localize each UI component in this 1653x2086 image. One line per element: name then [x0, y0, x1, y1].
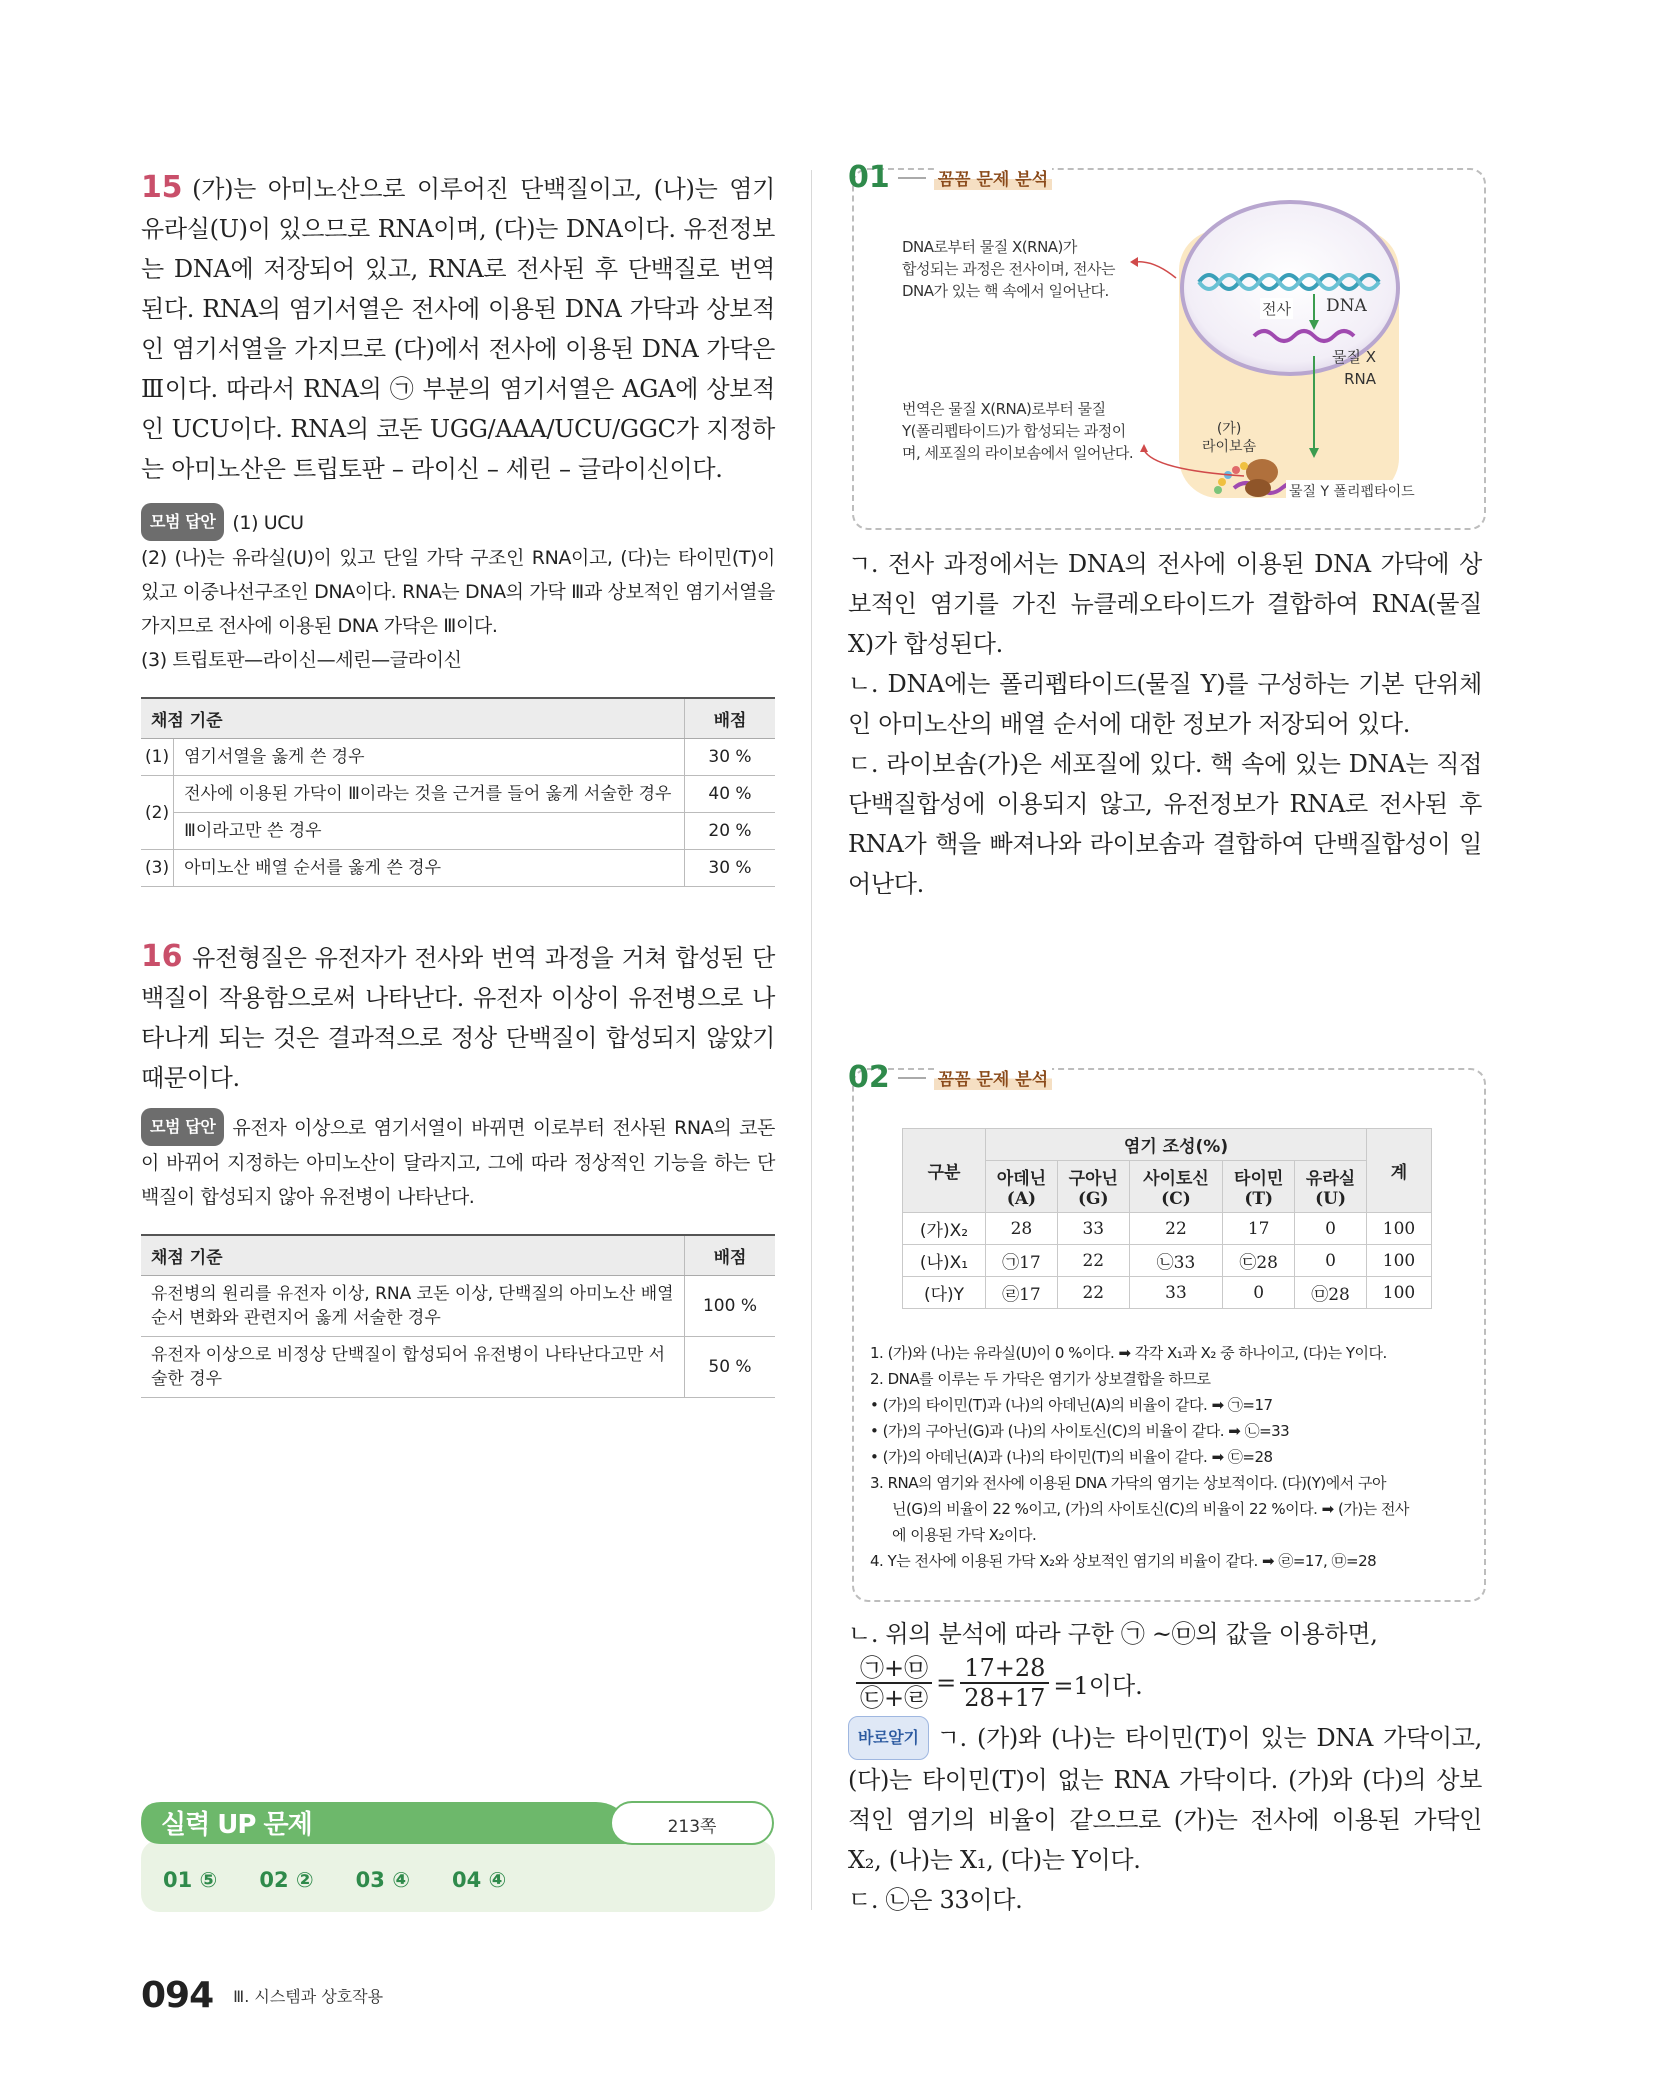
header-thymine — [1223, 1161, 1295, 1213]
a01-number: 01 — [848, 160, 890, 195]
label-line: 라이보솜 — [1202, 439, 1257, 455]
note-line: 번역은 물질 X(RNA)로부터 물질 — [902, 400, 1106, 418]
header-guanine — [1057, 1161, 1129, 1213]
note-line: 며, 세포질의 라이보솜에서 일어난다. — [902, 444, 1134, 462]
cell: ㉠17 — [986, 1245, 1058, 1277]
row-criteria: 염기서열을 옳게 쓴 경우 — [174, 739, 685, 776]
cell: 0 — [1223, 1277, 1295, 1309]
header-uracil — [1295, 1161, 1367, 1213]
note-line: Y(폴리펩타이드)가 합성되는 과정이 — [902, 422, 1126, 440]
cell: 33 — [1057, 1213, 1129, 1245]
row-label: (가)X₂ — [903, 1213, 986, 1245]
page-footer — [141, 1975, 383, 2016]
q16-scoring-table — [141, 1234, 775, 1398]
fraction-numerator: 17+28 — [960, 1654, 1049, 1684]
cell: 28 — [986, 1213, 1058, 1245]
cell: 17 — [1223, 1213, 1295, 1245]
a01-label-transcription: 전사 — [1262, 300, 1291, 318]
header-line: (T) — [1244, 1189, 1274, 1209]
note-line: DNA가 있는 핵 속에서 일어난다. — [902, 282, 1109, 300]
a01-explain-n: ㄴ. DNA에는 폴리펩타이드(물질 Y)를 구성하는 기본 단위체인 아미노산의 배열 순서에 대한 정보가 저장되어 있다. — [848, 670, 1482, 738]
row-points: 40 % — [685, 776, 776, 813]
a02-explain-d: ㄷ. ㉡은 33이다. — [848, 1886, 1023, 1914]
table-row — [141, 813, 775, 850]
right-column — [848, 160, 1482, 1920]
q15-explanation — [141, 168, 775, 489]
q15-criteria-header: 채점 기준 — [141, 698, 685, 739]
equals-sign: = — [936, 1669, 957, 1697]
q16-text: 유전형질은 유전자가 전사와 번역 과정을 거쳐 합성된 단백질이 작용함으로써 나타난다. 유전자 이상이 유전병으로 나타나게 되는 것은 결과적으로 정상 단백질이 합성되지 않았기 때문이다. — [141, 944, 775, 1092]
header-total: 계 — [1367, 1129, 1432, 1213]
q15-scoring-table — [141, 697, 775, 887]
header-line: 구아닌 — [1068, 1169, 1118, 1189]
header-line: (A) — [1006, 1189, 1037, 1209]
a02-explain-n-intro: ㄴ. 위의 분석에 따라 구한 ㉠ ~㉤의 값을 이용하면, — [848, 1620, 1378, 1648]
a02-analysis-notes — [870, 1340, 1470, 1574]
a02-correction-badge: 바로알기 — [848, 1716, 929, 1760]
fraction-numerator: ㉠+㉤ — [856, 1654, 932, 1684]
row-criteria: 전사에 이용된 가닥이 Ⅲ이라는 것을 근거를 들어 옳게 서술한 경우 — [174, 776, 685, 813]
cell: 100 — [1367, 1277, 1432, 1309]
table-row — [903, 1245, 1432, 1277]
q16-answer-badge: 모범 답안 — [141, 1108, 224, 1146]
row-criteria: 유전병의 원리를 유전자 이상, RNA 코돈 이상, 단백질의 아미노산 배열 순서 변화와 관련지어 옳게 서술한 경우 — [141, 1276, 685, 1337]
row-points: 30 % — [685, 739, 776, 776]
a01-explain-d: ㄷ. 라이보솜(가)은 세포질에 있다. 핵 속에 있는 DNA는 직접 단백질합성에 이용되지 않고, 유전정보가 RNA로 전사된 후 RNA가 핵을 빠져나와 라이보솜과 결합하여 단백질합성이 일어난다. — [848, 750, 1482, 898]
row-number: (1) — [141, 739, 174, 776]
table-row — [903, 1277, 1432, 1309]
note-line: 4. Y는 전사에 이용된 가닥 X₂와 상보적인 염기의 비율이 같다. ➡ ㉣=17, ㉤=28 — [870, 1552, 1377, 1570]
cell: 22 — [1057, 1245, 1129, 1277]
q15-answer-1: (1) UCU — [232, 512, 304, 534]
note-line: 1. (가)와 (나)는 유라실(U)이 0 %이다. ➡ 각각 X₁과 X₂ 중 하나이고, (다)는 Y이다. — [870, 1344, 1387, 1362]
a02-leader-line — [898, 1077, 926, 1079]
cell: 22 — [1129, 1213, 1223, 1245]
row-criteria: 유전자 이상으로 비정상 단백질이 합성되어 유전병이 나타난다고만 서술한 경우 — [141, 1337, 685, 1398]
section-title: Ⅲ. 시스템과 상호작용 — [233, 1987, 384, 2006]
row-criteria: Ⅲ이라고만 쓴 경우 — [174, 813, 685, 850]
header-adenine — [986, 1161, 1058, 1213]
column-divider — [811, 170, 812, 1910]
a01-label-ribosome — [1202, 420, 1256, 456]
fraction-right — [960, 1654, 1049, 1712]
cell: 0 — [1295, 1245, 1367, 1277]
header-composition: 염기 조성(%) — [986, 1129, 1367, 1161]
a01-label-dna: DNA — [1326, 296, 1367, 316]
fraction-denominator: 28+17 — [964, 1684, 1046, 1712]
q15-answer-3: (3) 트립토판—라이신—세린—글라이신 — [141, 649, 462, 671]
cell: 33 — [1129, 1277, 1223, 1309]
cell: ㉡33 — [1129, 1245, 1223, 1277]
cell: ㉢28 — [1223, 1245, 1295, 1277]
q16-criteria-header: 채점 기준 — [141, 1235, 685, 1276]
note-line: 에 이용된 가닥 X₂이다. — [892, 1526, 1037, 1544]
a02-title: 꼼꼼 문제 분석 — [934, 1065, 1052, 1090]
list-item: 03 ④ — [355, 1868, 410, 1892]
skill-up-answer-list — [163, 1868, 506, 1892]
label-line: (가) — [1216, 421, 1242, 437]
q16-number: 16 — [141, 939, 183, 974]
label-line: 물질 X — [1332, 348, 1377, 366]
header-line: 사이토신 — [1143, 1169, 1209, 1189]
cell: 0 — [1295, 1213, 1367, 1245]
a01-explain-g: ㄱ. 전사 과정에서는 DNA의 전사에 이용된 DNA 가닥에 상보적인 염기를 가진 뉴클레오타이드가 결합하여 RNA(물질 X)가 합성된다. — [848, 550, 1482, 658]
table-row — [141, 1276, 775, 1337]
q16-answer-text: 유전자 이상으로 염기서열이 바뀌면 이로부터 전사된 RNA의 코돈이 바뀌어 지정하는 아미노산이 달라지고, 그에 따라 정상적인 기능을 하는 단백질이 합성되지 않아 유전병이 나타난다. — [141, 1117, 775, 1208]
row-points: 100 % — [685, 1276, 776, 1337]
header-group: 구분 — [903, 1129, 986, 1213]
table-row — [141, 1337, 775, 1398]
header-line: (G) — [1077, 1189, 1109, 1209]
q15-text: (가)는 아미노산으로 이루어진 단백질이고, (나)는 염기 유라실(U)이 있으므로 RNA이며, (다)는 DNA이다. 유전정보는 DNA에 저장되어 있고, RNA로 전사된 후 단백질로 번역된다. RNA의 염기서열은 전사에 이용된 DNA 가닥과 상보적인 염기서열을 가지므로 (다)에서 전사에 이용된 DNA 가닥은 Ⅲ이다. 따라서 RNA의 ㉠ 부분의 염기서열은 AGA에 상보적인 UCU이다. RNA의 코돈 UGG/AAA/UCU/GGC가 지정하는 아미노산은 트립토판 – 라이신 – 세린 – 글라이신이다. — [141, 175, 775, 483]
skill-up-page: 213쪽 — [667, 1817, 717, 1837]
q16-model-answer — [141, 1108, 775, 1214]
label-line: RNA — [1344, 370, 1377, 388]
left-column — [141, 168, 775, 1398]
a02-explain-g — [848, 1716, 1482, 1880]
fraction-left — [856, 1654, 932, 1712]
note-line: • (가)의 아데닌(A)과 (나)의 타이민(T)의 비율이 같다. ➡ ㉢=28 — [870, 1448, 1273, 1466]
list-item: 01 ⑤ — [163, 1868, 218, 1892]
a01-analysis-box — [848, 160, 1486, 530]
row-points: 50 % — [685, 1337, 776, 1398]
header-line: 타이민 — [1234, 1169, 1284, 1189]
table-row — [141, 776, 775, 813]
header-cytosine — [1129, 1161, 1223, 1213]
a02-fraction-equation — [852, 1654, 1482, 1712]
q15-model-answer — [141, 503, 775, 677]
a01-label-substance-x — [1332, 346, 1376, 390]
list-item: 04 ④ — [451, 1868, 507, 1892]
note-line: 3. RNA의 염기와 전사에 이용된 DNA 가닥의 염기는 상보적이다. (다)(Y)에서 구아 — [870, 1474, 1387, 1492]
a02-number: 02 — [848, 1060, 890, 1095]
header-line: 유라실 — [1305, 1169, 1356, 1189]
skill-up-answers — [141, 1800, 775, 1912]
row-number: (2) — [141, 776, 174, 850]
cell: ㉣17 — [986, 1277, 1058, 1309]
row-points: 20 % — [685, 813, 776, 850]
page-number: 094 — [141, 1975, 214, 2016]
note-line: 닌(G)의 비율이 22 %이고, (가)의 사이토신(C)의 비율이 22 %이다. ➡ (가)는 전사 — [892, 1500, 1409, 1518]
note-line: 합성되는 과정은 전사이며, 전사는 — [902, 260, 1115, 278]
a01-label-polypeptide: 물질 Y 폴리펩타이드 — [1286, 480, 1418, 502]
note-line: • (가)의 타이민(T)과 (나)의 아데닌(A)의 비율이 같다. ➡ ㉠=17 — [870, 1396, 1273, 1414]
list-item: 02 ② — [259, 1868, 314, 1892]
q15-number: 15 — [141, 170, 183, 205]
q16-explanation — [141, 937, 775, 1098]
cell: 100 — [1367, 1213, 1432, 1245]
a02-analysis-box — [848, 1060, 1486, 1602]
table-row — [141, 739, 775, 776]
table-row — [903, 1213, 1432, 1245]
fraction-result: =1이다. — [1053, 1671, 1143, 1700]
row-criteria: 아미노산 배열 순서를 옳게 쓴 경우 — [174, 850, 685, 887]
q15-points-header: 배점 — [685, 698, 776, 739]
q15-answer-badge: 모범 답안 — [141, 503, 224, 541]
row-label: (다)Y — [903, 1277, 986, 1309]
note-line: • (가)의 구아닌(G)과 (나)의 사이토신(C)의 비율이 같다. ➡ ㉡=33 — [870, 1422, 1290, 1440]
a01-cell-diagram — [854, 170, 1484, 528]
a02-base-composition-table — [902, 1128, 1432, 1309]
table-row — [141, 850, 775, 887]
a02-explain-g-text: ㄱ. (가)와 (나)는 타이민(T)이 있는 DNA 가닥이고, (다)는 타이민(T)이 없는 RNA 가닥이다. (가)와 (다)의 상보적인 염기의 비율이 같으므로 (가)는 전사에 이용된 가닥인 X₂, (나)는 X₁, (다)는 Y이다. — [848, 1724, 1482, 1874]
q15-answer-2: (2) (나)는 유라실(U)이 있고 단일 가닥 구조인 RNA이고, (다)는 타이민(T)이 있고 이중나선구조인 DNA이다. RNA는 DNA의 가닥 Ⅲ과 상보적인 염기서열을 가지므로 전사에 이용된 DNA 가닥은 Ⅲ이다. — [141, 547, 775, 637]
row-number: (3) — [141, 850, 174, 887]
header-line: (U) — [1315, 1189, 1347, 1209]
note-line: DNA로부터 물질 X(RNA)가 — [902, 238, 1077, 256]
header-line: (C) — [1161, 1189, 1191, 1209]
a01-title: 꼼꼼 문제 분석 — [934, 165, 1052, 190]
cell: 22 — [1057, 1277, 1129, 1309]
fraction-denominator: ㉢+㉣ — [860, 1684, 929, 1712]
cell: ㉤28 — [1295, 1277, 1367, 1309]
cell: 100 — [1367, 1245, 1432, 1277]
skill-up-title: 실력 UP 문제 — [161, 1810, 312, 1840]
row-label: (나)X₁ — [903, 1245, 986, 1277]
note-line: 2. DNA를 이루는 두 가닥은 염기가 상보결합을 하므로 — [870, 1370, 1211, 1388]
header-line: 아데닌 — [996, 1169, 1047, 1189]
row-points: 30 % — [685, 850, 776, 887]
q16-points-header: 배점 — [685, 1235, 776, 1276]
a02-header — [848, 1060, 1052, 1095]
